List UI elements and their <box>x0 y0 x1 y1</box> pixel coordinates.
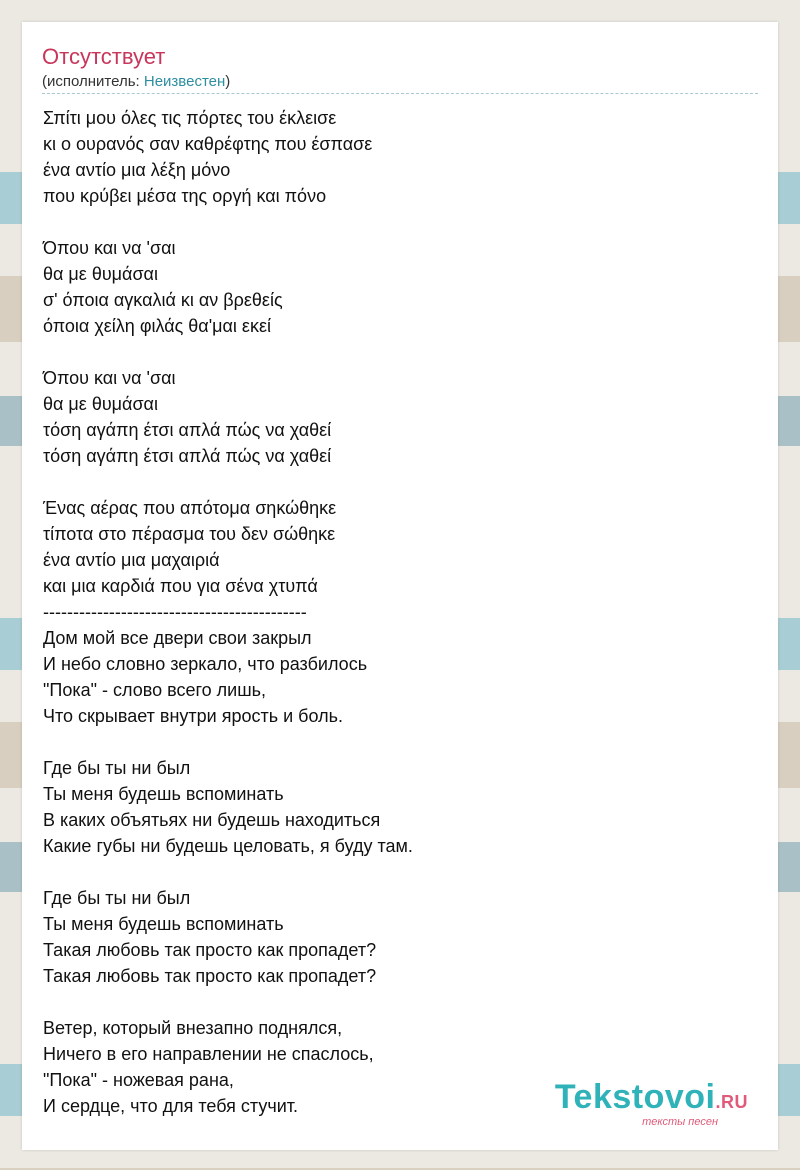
lyric-line: И небо словно зеркало, что разбилось <box>43 654 368 674</box>
lyrics-text <box>43 105 413 1119</box>
lyric-line <box>43 989 413 1015</box>
logo-domain: .RU <box>715 1092 748 1112</box>
lyric-line: ένα αντίο μια μαχαιριά <box>43 550 220 570</box>
lyric-line: Где бы ты ни был <box>43 888 191 908</box>
lyric-line <box>43 209 413 235</box>
performer-suffix: ) <box>225 73 231 90</box>
lyric-line <box>43 339 413 365</box>
lyric-line: Где бы ты ни был <box>43 758 191 778</box>
lyric-line: κι ο ουρανός σαν καθρέφτης που έσπασε <box>43 134 373 154</box>
lyric-line: Дом мой все двери свои закрыл <box>43 628 312 648</box>
lyric-line: και μια καρδιά που για σένα χτυπά <box>43 576 318 596</box>
logo-name: Tekstovoi <box>554 1078 716 1116</box>
performer-prefix: (исполнитель: <box>42 73 144 90</box>
lyric-line: θα με θυμάσαι <box>43 394 158 414</box>
lyric-line: Όπου και να 'σαι <box>43 368 176 388</box>
song-title: Отсутствует <box>42 44 166 69</box>
lyric-line: ένα αντίο μια λέξη μόνο <box>43 160 231 180</box>
lyric-line: "Пока" - ножевая рана, <box>43 1070 234 1090</box>
lyric-line: Такая любовь так просто как пропадет? <box>43 966 377 986</box>
lyric-line: τόση αγάπη έτσι απλά πώς να χαθεί <box>43 446 332 466</box>
lyric-line <box>43 469 413 495</box>
lyric-line: Ты меня будешь вспоминать <box>43 784 284 804</box>
lyric-line: В каких объятьях ни будешь находиться <box>43 810 381 830</box>
logo-tagline: тексты песен <box>642 1116 718 1128</box>
lyric-line: Что скрывает внутри ярость и боль. <box>43 706 343 726</box>
lyric-line <box>43 859 413 885</box>
lyric-line: Ένας αέρας που απότομα σηκώθηκε <box>43 498 337 518</box>
lyric-line: Όπου και να 'σαι <box>43 238 176 258</box>
site-logo[interactable] <box>555 1079 748 1128</box>
lyric-line: όποια χείλη φιλάς θα'μαι εκεί <box>43 316 271 336</box>
lyric-line: Ничего в его направлении не спаслось, <box>43 1044 374 1064</box>
lyric-line: Ты меня будешь вспоминать <box>43 914 284 934</box>
lyric-line: Ветер, который внезапно поднялся, <box>43 1018 343 1038</box>
lyric-line: "Пока" - слово всего лишь, <box>43 680 267 700</box>
lyric-line: τόση αγάπη έτσι απλά πώς να χαθεί <box>43 420 332 440</box>
lyric-line: θα με θυμάσαι <box>43 264 158 284</box>
lyric-line <box>43 729 413 755</box>
lyric-line: που κρύβει μέσα της οργή και πόνο <box>43 186 327 206</box>
lyric-line: Такая любовь так просто как пропадет? <box>43 940 377 960</box>
lyric-line: Какие губы ни будешь целовать, я буду там. <box>43 836 413 856</box>
lyric-line: Σπίτι μου όλες τις πόρτες του έκλεισε <box>43 108 337 128</box>
lyric-line: τίποτα στο πέρασμα του δεν σώθηκε <box>43 524 336 544</box>
lyric-line: σ' όποια αγκαλιά κι αν βρεθείς <box>43 290 283 310</box>
lyric-line: И сердце, что для тебя стучит. <box>43 1096 298 1116</box>
performer-line <box>42 73 230 90</box>
lyric-line: -------------------------------------------- <box>43 602 307 622</box>
lyrics-card <box>22 22 778 1150</box>
title-divider <box>42 93 758 94</box>
performer-link[interactable]: Неизвестен <box>143 73 226 90</box>
